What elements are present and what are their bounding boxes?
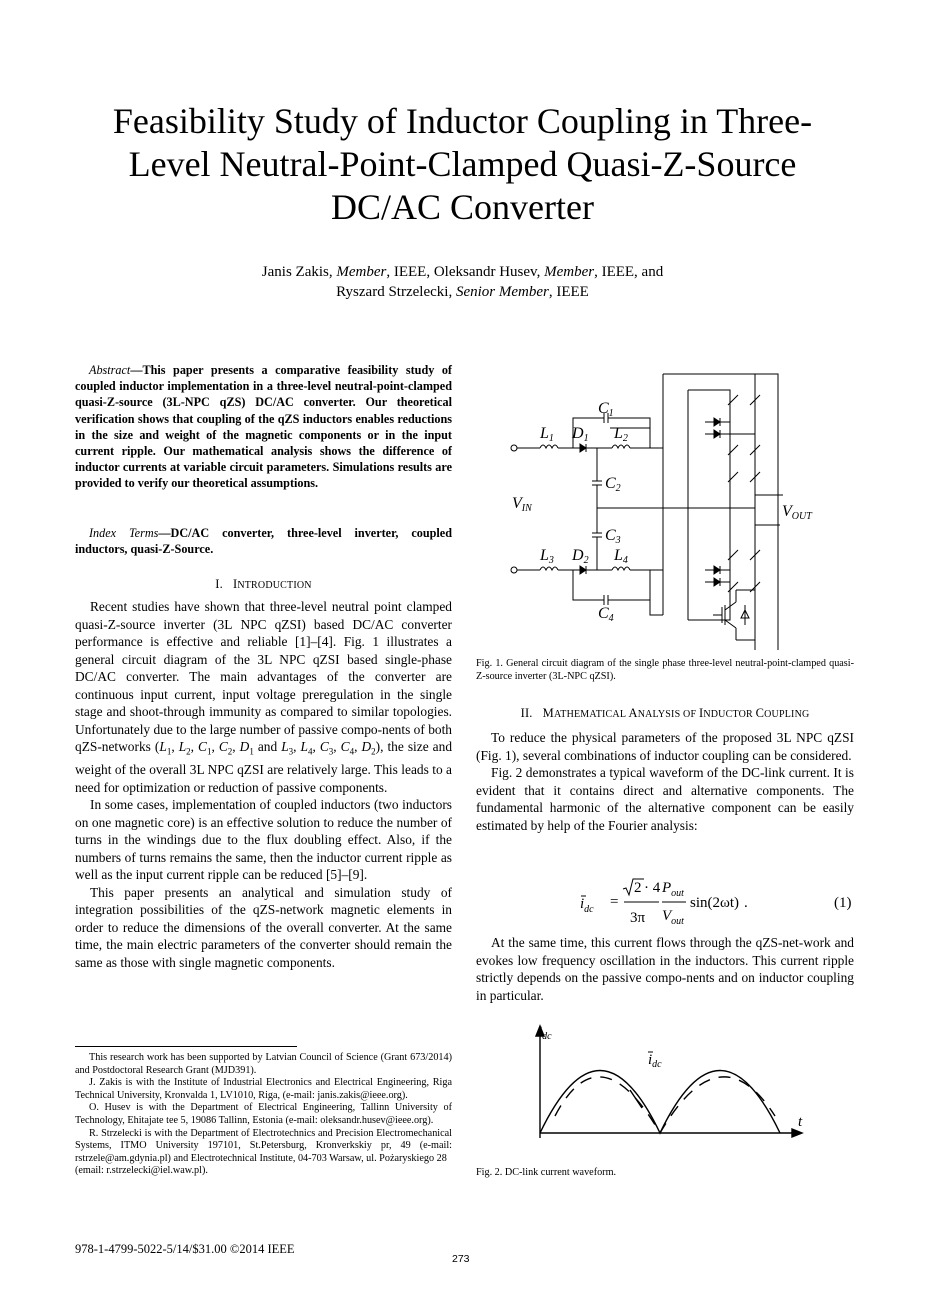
intro-paragraph-1: Recent studies have shown that three-level neutral point clamped quasi-Z-source inverter (3L NPC qZSI) based DC/AC converter performance is effective and reliable [1]–[4]. Fig. 1 illustrates a general circuit diagram of the 3L NPC qZSI based single-phase DC/AC converter. The main advantages of the converter are continuous input current, input voltage preregulation in the single stage and shoot-through immunity as compared to similar topologies. Unfortunately due to the large number of passive compo-nents of both qZS-networks ($L_1$, $L_2$, $C_1$, $C_2$, $D_1$ and $L_3$, $L_4$, $C_3$, $C_4$, $D_2$), the size and weight of the overall 3L NPC qZSI are relatively large. This leads to a need for optimization or reduction of passive components. <box>75 599 453 795</box>
label-l1: L1 <box>540 425 554 444</box>
heading-number: I. <box>215 577 223 591</box>
footnote: R. Strzelecki is with the Department of Electrotechnics and Precision Electromechanical Systems, ITMO University 197101, St.Petersburg, Kronverkskiy pr, 49 (e-mail: rstrzele@am.gdynia.pl) and Electrotechnical Institute, 04-703 Warsaw, ul. Pożaryskiego 28 <box>75 1127 452 1164</box>
author-role: Senior Member <box>455 284 549 300</box>
analysis-paragraph-2: Fig. 2 demonstrates a typical waveform of the DC-link current. It is evident that it contains direct and alternative components. The fundamental harmonic of the alternative component can be easily estimated by help of the Fourier analysis: <box>476 765 854 833</box>
index-terms-lead: Index Terms <box>89 526 159 540</box>
heading-cap: I <box>232 577 238 591</box>
index-terms-text: —DC/AC converter, three-level inverter, coupled inductors, quasi-Z-Source. <box>75 526 452 557</box>
heading-smallcaps: NTRODUCTION <box>237 580 312 591</box>
title-line-2: Level Neutral-Point-Clamped Quasi-Z-Source <box>128 144 797 184</box>
label-d1: D1 <box>572 425 589 444</box>
heading-cap: M <box>542 706 554 720</box>
author-role: Member <box>544 264 595 280</box>
title-line-3: DC/AC Converter <box>331 187 594 227</box>
paper-title <box>60 100 865 229</box>
analysis-body-top <box>476 729 854 834</box>
heading-smallcaps: NDUCTOR <box>703 709 756 720</box>
analysis-paragraph-1: To reduce the physical parameters of the proposed 3L NPC qZSI (Fig. 1), several combinations of inductor coupling can be considered. <box>476 730 854 763</box>
label-l4: L4 <box>614 547 628 566</box>
eq-denominator: 3π <box>630 910 646 926</box>
eq-equals: = <box>610 894 619 910</box>
eq-sin: sin(2ωt) <box>690 895 740 911</box>
label-l3: L3 <box>540 547 554 566</box>
analysis-body-bottom <box>476 934 854 1004</box>
x-axis-arrow <box>792 1129 802 1137</box>
analysis-paragraph-3: At the same time, this current flows through the qZS-net-work and evokes low frequency oscillation in the inductors. This current ripple strictly depends on the passive compo-nents and on inductor coupling in particular. <box>476 935 854 1003</box>
author-sep: , IEEE, <box>386 264 434 280</box>
section-heading-introduction <box>75 577 452 592</box>
author-sep: , IEEE <box>548 284 589 300</box>
eq-v: $V_{out}$ <box>662 908 684 927</box>
fig1-circuit-diagram <box>500 360 860 650</box>
fig1-caption: Fig. 1. General circuit diagram of the single phase three-level neutral-point-clamped quasi-Z-source inverter (3L-NPC qZSI). <box>476 658 854 682</box>
eq-root: 2 <box>634 880 642 896</box>
section-heading-analysis <box>476 706 854 721</box>
author-name: Ryszard Strzelecki <box>336 284 449 300</box>
author-name: Oleksandr Husev <box>433 264 537 280</box>
eq-lhs: $i_{dc}$ <box>580 896 594 915</box>
intro-paragraph-2: In some cases, implementation of coupled inductors (two inductors on one magnetic core) is an effective solution to reduce the number of turns in the windings due to the flux doubling effect. Also, if the numbers of turns remains the same, then the inductor current ripple as well as the input current ripple can be reduced [5]–[9]. <box>75 797 452 883</box>
label-vout: VOUT <box>782 503 812 522</box>
index-terms <box>75 525 452 557</box>
footnote: O. Husev is with the Department of Electrical Engineering, Tallinn University of Technology, Ehitajate tee 5, 19086 Tallinn, Estonia (e-mail: oleksandr.husev@ieee.org). <box>75 1102 452 1126</box>
author-line-2: Ryszard Strzelecki, Senior Member, IEEE <box>336 284 589 300</box>
eq-p: $P_{out}$ <box>662 880 684 899</box>
author-role: Member <box>336 264 387 280</box>
y-axis-label: $i_{dc}$ <box>538 1024 552 1042</box>
heading-cap: C <box>755 706 765 720</box>
author-line-1: Janis Zakis, Member, IEEE, Oleksandr Husev, Member, IEEE, and <box>261 264 664 280</box>
equation-1 <box>476 875 856 927</box>
label-c4: C4 <box>598 605 614 624</box>
footnote: J. Zakis is with the Institute of Industrial Electronics and Electrical Engineering, Riga Technical University, Kronvalda 1, LV1010, Riga, (e-mail: janis.zakis@ieee.org). <box>75 1077 452 1101</box>
fig2-caption: Fig. 2. DC-link current waveform. <box>476 1167 617 1178</box>
eq-period: . <box>744 895 748 911</box>
label-c1: C1 <box>598 400 614 419</box>
isbn-copyright: 978-1-4799-5022-5/14/$31.00 ©2014 IEEE <box>75 1242 295 1256</box>
footnote-rule <box>75 1046 297 1047</box>
abstract-lead: Abstract <box>89 363 131 377</box>
eq-mult: · 4 <box>644 880 661 896</box>
heading-cap: A <box>628 706 638 720</box>
fundamental-harmonic-curve <box>555 1077 775 1133</box>
title-line-1: Feasibility Study of Inductor Coupling in Three- <box>112 101 813 141</box>
heading-number: II. <box>520 706 533 720</box>
heading-cap: I <box>698 706 704 720</box>
label-l2: L2 <box>614 425 628 444</box>
footnote: (email: r.strzelecki@iel.waw.pl). <box>75 1165 208 1177</box>
eq-number: (1) <box>834 895 852 911</box>
page-number: 273 <box>452 1253 470 1265</box>
author-block <box>60 262 865 302</box>
heading-smallcaps: NALYSIS OF <box>637 709 699 720</box>
heading-smallcaps: ATHEMATICAL <box>553 709 629 720</box>
x-axis-label: t <box>798 1114 803 1130</box>
curve-label: $i_{dc}$ <box>648 1052 662 1070</box>
label-c2: C2 <box>605 475 621 494</box>
label-c3: C3 <box>605 527 621 546</box>
footnote: This research work has been supported by Latvian Council of Science (Grant 673/2014) and Postdoctoral Research Grant (MJD391). <box>75 1052 452 1076</box>
dc-link-current-curve <box>540 1071 780 1134</box>
author-name: Janis Zakis <box>261 264 329 280</box>
intro-body <box>75 598 452 971</box>
label-vin: VIN <box>512 495 532 514</box>
abstract-text: —This paper presents a comparative feasibility study of coupled inductor implementation in a three-level neutral-point-clamped quasi-Z-source (3L-NPC qZS) DC/AC converter. Our theoretical verification shows that coupling of the qZS inductors enables reductions in the size and weight of the magnetic components or in the input current ripple. Our mathematical analysis shows the difference of inductor currents at variable circuit parameters. Simulations results are provided to verify our theoretical assumptions. <box>75 363 452 491</box>
intro-paragraph-3: This paper presents an analytical and simulation study of integration possibilities of the qZS-network magnetic elements in order to reduce the dimensions of the overall converter. At the same time, the main electric parameters of the converter should remain the same as those with single magnetic components. <box>75 884 452 970</box>
footnotes <box>75 1052 452 1178</box>
fig2-waveform <box>500 1020 820 1145</box>
label-d2: D2 <box>572 547 589 566</box>
author-sep: , IEEE, and <box>594 264 664 280</box>
abstract <box>75 362 452 492</box>
heading-smallcaps: OUPLING <box>764 709 810 720</box>
